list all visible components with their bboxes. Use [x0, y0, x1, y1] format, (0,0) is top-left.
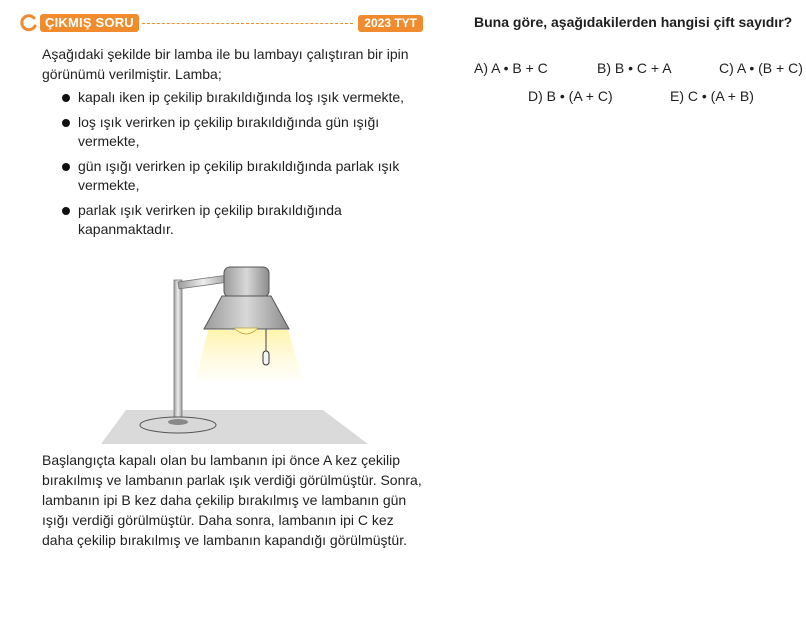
exam-year-badge: 2023 TYT — [358, 15, 423, 32]
story-text: Başlangıçta kapalı olan bu lambanın ipi önce A kez çekilip bırakılmış ve lambanın parlak ışık verdiği görülmüştür. Sonra, lambanın ipi B kez daha çekilip bırakılmış ve lambanın gün ışığı verdiği görülmüştür. Daha sonra, lambanın ipi C kez daha çekilip bırakılmış ve lambanın kapandığı görülmüştür. — [42, 452, 422, 548]
option-d[interactable]: D) B • (A + C) — [528, 88, 613, 104]
header-divider — [142, 23, 353, 24]
question-stem: Buna göre, aşağıdakilerden hangisi çift sayıdır? — [474, 14, 793, 30]
lamp-behavior-list — [42, 88, 422, 245]
option-e[interactable]: E) C • (A + B) — [670, 88, 754, 104]
lamp-base-top — [168, 419, 188, 425]
bullet-icon — [62, 119, 70, 127]
list-item — [42, 88, 422, 107]
list-item-text: kapalı iken ip çekilip bırakıldığında loş ışık vermekte, — [78, 89, 405, 105]
intro-text: Aşağıdaki şekilde bir lamba ile bu lambayı çalıştıran bir ipin görünümü verilmiştir. Lamba; — [42, 46, 409, 82]
bullet-icon — [62, 94, 70, 102]
option-b[interactable]: B) B • C + A — [597, 60, 672, 76]
lamp-shade-top — [224, 267, 269, 297]
lamp-illustration — [98, 262, 373, 447]
light-beam — [196, 330, 303, 380]
section-label: ÇIKMIŞ SORU — [40, 14, 139, 32]
lamp-shade — [204, 296, 289, 329]
list-item — [42, 113, 422, 151]
question-header — [18, 13, 423, 35]
list-item-text: parlak ışık verirken ip çekilip bırakıldığında kapanmaktadır. — [78, 202, 342, 237]
list-item — [42, 201, 422, 239]
option-a[interactable]: A) A • B + C — [474, 60, 548, 76]
option-c[interactable]: C) A • (B + C) — [719, 60, 803, 76]
pull-cord-handle — [263, 351, 269, 365]
section-icon — [20, 14, 38, 32]
bullet-icon — [62, 163, 70, 171]
lamp-pole — [174, 280, 182, 420]
list-item — [42, 157, 422, 195]
lamp-arm — [178, 275, 228, 289]
list-item-text: gün ışığı verirken ip çekilip bırakıldığında parlak ışık vermekte, — [78, 158, 400, 193]
list-item-text: loş ışık verirken ip çekilip bırakıldığında gün ışığı vermekte, — [78, 114, 380, 149]
bullet-icon — [62, 207, 70, 215]
